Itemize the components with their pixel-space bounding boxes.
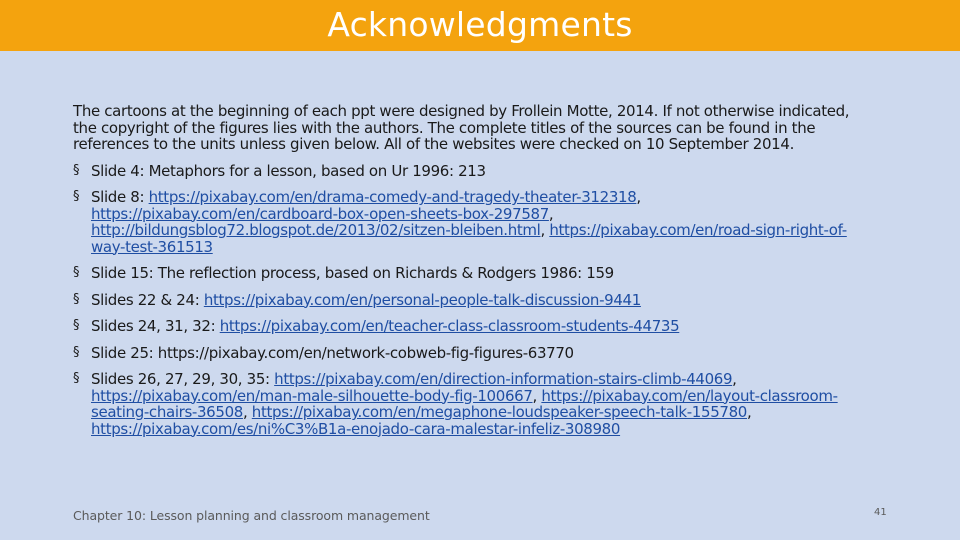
- list-item: [73, 345, 873, 362]
- source-link[interactable]: https://pixabay.com/en/man-male-silhouette-body-fig-100667: [91, 386, 533, 405]
- item-text: https://pixabay.com/en/network-cobweb-fig-figures-63770: [153, 343, 574, 362]
- source-link[interactable]: https://pixabay.com/en/cardboard-box-open-sheets-box-297587: [91, 204, 549, 223]
- bullet-icon: §: [73, 265, 80, 280]
- slide-content: [73, 103, 873, 437]
- list-item: [73, 163, 873, 180]
- bullet-icon: §: [73, 189, 80, 204]
- item-label: Slides 22 & 24:: [91, 290, 200, 309]
- list-item: [73, 265, 873, 282]
- item-label: Slide 8:: [91, 188, 145, 206]
- item-text: Metaphors for a lesson, based on Ur 1996: 213: [144, 161, 486, 180]
- item-label: Slides 24, 31, 32:: [91, 317, 216, 335]
- bullet-icon: §: [73, 371, 80, 386]
- source-link[interactable]: https://pixabay.com/en/personal-people-talk-discussion-9441: [203, 290, 641, 309]
- item-label: Slides 26, 27, 29, 30, 35:: [91, 370, 270, 388]
- source-list: [73, 163, 873, 438]
- source-link[interactable]: https://pixabay.com/en/teacher-class-classroom-students-44735: [219, 317, 680, 335]
- list-item: § Slide 8: https://pixabay.com/en/drama-comedy-and-tragedy-theater-312318, https://pixabay.com/en/cardboard-box-open-sheets-box-297587, http://bildungsblog72.blogspot.de/2013/02/sitzen-bleiben.html, https://pixabay.com/en/road-sign-right-of-way-test-361513: [73, 188, 847, 256]
- source-link[interactable]: https://pixabay.com/en/layout-classroom-seating-chairs-36508: [91, 386, 838, 421]
- item-label: Slide 25:: [91, 343, 154, 362]
- page-number: 41: [874, 507, 887, 518]
- source-link[interactable]: http://bildungsblog72.blogspot.de/2013/02/sitzen-bleiben.html: [91, 221, 541, 239]
- source-link[interactable]: https://pixabay.com/en/megaphone-loudspeaker-speech-talk-155780: [251, 403, 747, 421]
- intro-paragraph: The cartoons at the beginning of each ppt were designed by Frollein Motte, 2014. If not otherwise indicated, the copyright of the figures lies with the authors. The complete titles of the sources can be found in the references to the units unless given below. All of the websites were checked on 10 September 2014.: [73, 102, 850, 153]
- source-link[interactable]: https://pixabay.com/es/ni%C3%B1a-enojado-cara-malestar-infeliz-308980: [91, 419, 621, 438]
- list-item: § Slides 26, 27, 29, 30, 35: https://pixabay.com/en/direction-information-stairs-climb-44069, https://pixabay.com/en/man-male-silhouette-body-fig-100667, https://pixabay.com/en/layout-classroom-seating-chairs-36508, https://pixabay.com/en/megaphone-loudspeaker-speech-talk-155780, https://pixabay.com/es/ni%C3%B1a-enojado-cara-malestar-infeliz-308980: [73, 370, 838, 438]
- bullet-icon: §: [73, 291, 80, 307]
- bullet-icon: §: [73, 318, 80, 333]
- source-link[interactable]: https://pixabay.com/en/drama-comedy-and-tragedy-theater-312318: [148, 188, 637, 206]
- list-item: [73, 292, 873, 309]
- item-label: Slide 4:: [91, 161, 145, 180]
- slide-title: Acknowledgments: [327, 5, 633, 44]
- bullet-icon: §: [73, 344, 80, 360]
- list-item: [73, 318, 873, 335]
- source-link[interactable]: https://pixabay.com/en/road-sign-right-of-way-test-361513: [91, 221, 847, 256]
- item-text: The reflection process, based on Richards & Rodgers 1986: 159: [153, 264, 614, 282]
- bullet-icon: §: [73, 162, 80, 178]
- item-label: Slide 15:: [91, 264, 154, 282]
- source-link[interactable]: https://pixabay.com/en/direction-information-stairs-climb-44069: [274, 370, 733, 388]
- footer-chapter: Chapter 10: Lesson planning and classroom management: [73, 508, 430, 523]
